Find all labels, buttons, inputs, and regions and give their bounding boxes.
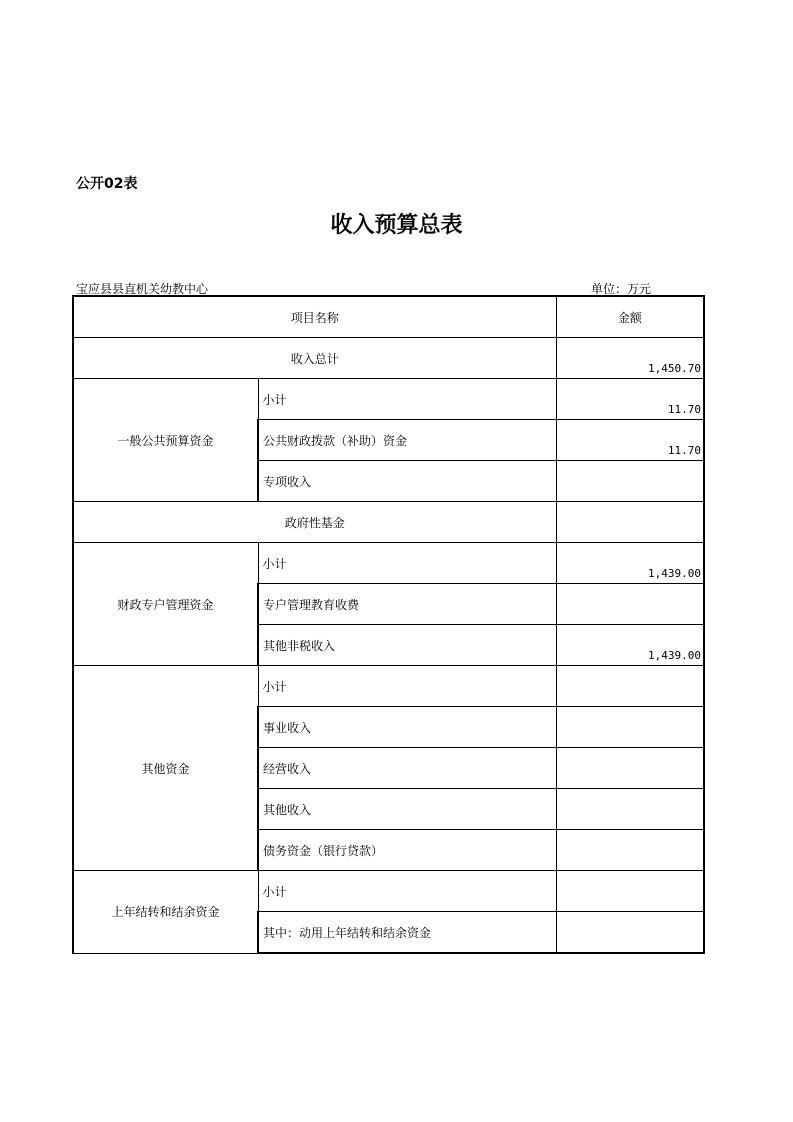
row-amount [556, 543, 704, 584]
row-amount [556, 584, 704, 625]
total-row [73, 338, 704, 379]
row-label: 其他非税收入 [258, 625, 556, 666]
group-other-label: 其他资金 [73, 666, 258, 871]
row-amount [556, 420, 704, 461]
row-amount [556, 379, 704, 420]
row-label: 小计 [258, 379, 556, 420]
row-amount [556, 789, 704, 830]
row-label: 专项收入 [258, 461, 556, 502]
gov-fund-row [73, 502, 704, 543]
group-carryover-label: 上年结转和结余资金 [73, 871, 258, 954]
gov-fund-amount [556, 502, 704, 543]
organization-name: 宝应县县直机关幼教中心 [76, 282, 209, 296]
total-amount [556, 338, 704, 379]
table-header-row [73, 296, 704, 338]
row-label: 专户管理教育收费 [258, 584, 556, 625]
row-amount [556, 871, 704, 912]
page-title: 收入预算总表 [330, 213, 463, 238]
row-amount-value [557, 949, 704, 952]
row-amount [556, 461, 704, 502]
row-label: 其他收入 [258, 789, 556, 830]
table-row [73, 871, 704, 912]
header-item-name: 项目名称 [73, 296, 556, 338]
unit-label: 单位：万元 [591, 282, 652, 296]
income-budget-table [72, 295, 705, 954]
row-label: 公共财政拨款（补助）资金 [258, 420, 556, 461]
row-label: 经营收入 [258, 748, 556, 789]
row-amount [556, 707, 704, 748]
row-label: 小计 [258, 543, 556, 584]
row-amount-value: 1,439.00 [648, 649, 702, 662]
row-label: 事业收入 [258, 707, 556, 748]
row-amount-value: 11.70 [667, 444, 702, 457]
header-amount: 金额 [556, 296, 704, 338]
row-amount-value: 11.70 [667, 403, 702, 416]
total-amount-value: 1,450.70 [648, 362, 702, 375]
form-number: 公开02表 [76, 176, 138, 192]
row-label: 其中：动用上年结转和结余资金 [258, 912, 556, 954]
row-amount [556, 830, 704, 871]
group-general-label: 一般公共预算资金 [73, 379, 258, 502]
gov-fund-label: 政府性基金 [73, 502, 556, 543]
row-label: 小计 [258, 666, 556, 707]
row-amount [556, 625, 704, 666]
table-row [73, 543, 704, 584]
group-special-label: 财政专户管理资金 [73, 543, 258, 666]
row-label: 小计 [258, 871, 556, 912]
table-row [73, 379, 704, 420]
row-amount [556, 912, 704, 954]
row-amount-value: 1,439.00 [648, 567, 702, 580]
total-label: 收入总计 [73, 338, 556, 379]
row-amount [556, 748, 704, 789]
row-amount [556, 666, 704, 707]
row-label: 债务资金（银行贷款） [258, 830, 556, 871]
table-row [73, 666, 704, 707]
